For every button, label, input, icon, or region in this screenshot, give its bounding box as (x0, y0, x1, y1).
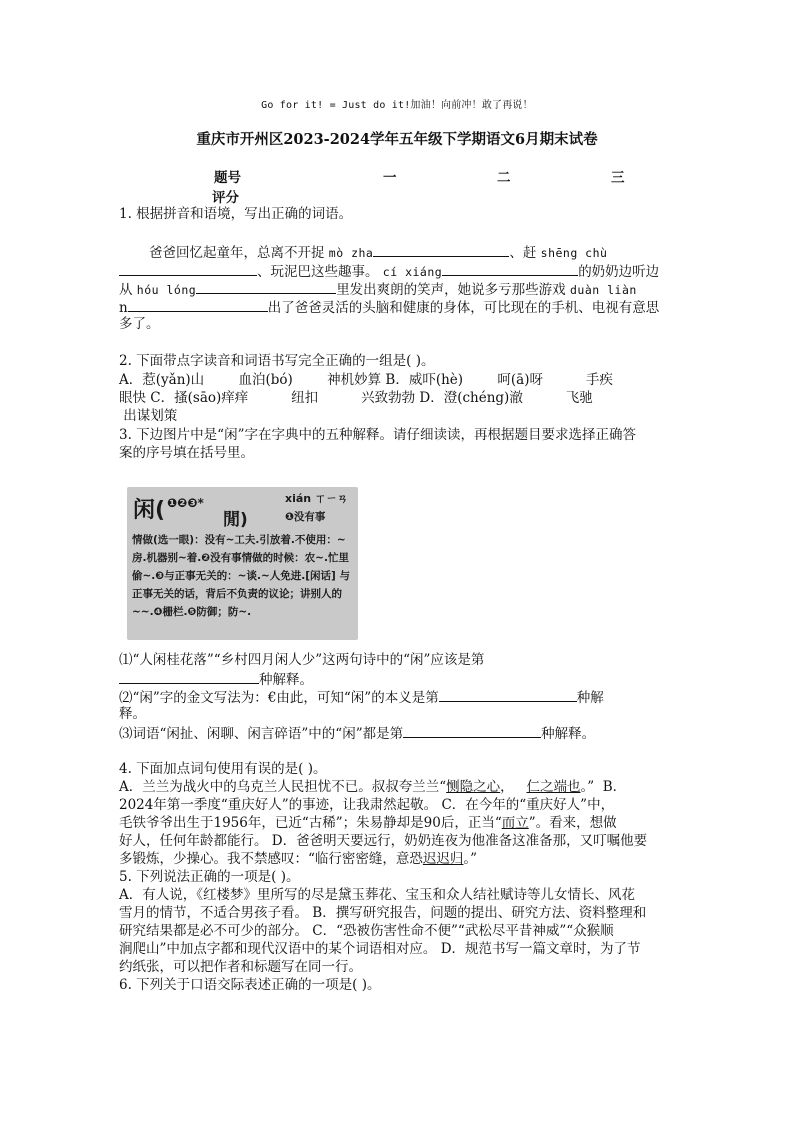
q1-stem: 1. 根据拼音和语境，写出正确的词语。 (119, 206, 353, 222)
q3-text: 种解 (576, 690, 604, 706)
q4-line-3 (119, 814, 617, 833)
q3-sub3 (119, 723, 595, 744)
answer-blank[interactable] (403, 723, 541, 738)
dictionary-image (127, 487, 358, 640)
q1-text: 出了爸爸灵活的头脑和健康的身体，可比现在的手机、电视有意思 (267, 300, 660, 316)
q4-line-1 (119, 778, 626, 797)
q5-line-1: A．有人说，《红楼梦》里所写的尽是黛玉葬花、宝玉和众人结社赋诗等儿女情长、风花 (119, 887, 635, 903)
q4-text: 。” (463, 851, 478, 867)
q1-pinyin: cí xiáng (382, 265, 443, 279)
q4-text: ， (500, 779, 527, 795)
q3-text: 种解释。 (259, 672, 313, 688)
q4-text: 毛铁爷爷出生于1956年，已近“古稀”；朱易静却是90后，正当“ (119, 815, 502, 831)
q1-text: 的奶奶边听边 (578, 264, 660, 280)
q5-line-5: 约纸张，可以把作者和标题写在同一行。 (119, 959, 362, 975)
page-title: 重庆市开州区2023-2024学年五年级下学期语文6月期末试卷 (196, 131, 598, 148)
q2-stem: 2. 下面带点字读音和词语书写完全正确的一组是( )。 (119, 353, 435, 369)
score-col-1: 一 (383, 170, 397, 186)
jinwen-glyph: € (267, 690, 277, 706)
score-row-label-score: 评分 (212, 190, 239, 206)
q1-text: n (119, 300, 128, 316)
q4-text: 多锻炼，少操心。我不禁感叹：“临行密密缝，意恐 (119, 851, 423, 867)
q4-stem: 4. 下面加点词句使用有误的是( )。 (119, 761, 327, 777)
dict-def-1-head: ❶没有事 (285, 511, 326, 523)
q1-text: 爸爸回忆起童年，总离不开捉 (149, 245, 325, 261)
q3-stem-line-2: 案的序号填在括号里。 (119, 445, 254, 461)
q4-line-2: 2024年第一季度“重庆好人”的事迹，让我肃然起敬。 C．在今年的“重庆好人”中， (119, 797, 615, 813)
q4-line-4: 好人，任何年龄都能行。 D．爸爸明天要远行，奶奶连夜为他准备这准备那，又叮嘱他要 (119, 833, 648, 849)
answer-blank[interactable] (196, 279, 336, 294)
dict-variant-char: 閒) (223, 510, 248, 530)
score-col-3: 三 (611, 170, 625, 186)
q5-stem: 5. 下列说法正确的一项是( )。 (119, 869, 300, 885)
dict-head-char: 闲( (133, 498, 166, 523)
score-col-2: 二 (497, 170, 511, 186)
q5-line-4: 涧爬山”中加点字都和现代汉语中的某个词语相对应。 D．规范书写一篇文章时，为了节 (119, 941, 641, 957)
q1-text: 、玩泥巴这些趣事。 (257, 264, 379, 280)
q4-underlined: 仁之端也 (526, 779, 581, 795)
q3-text: 种解释。 (541, 726, 596, 742)
answer-blank[interactable] (128, 297, 268, 312)
q1-pinyin: shēng chù (540, 246, 608, 260)
q3-text: ⑵“闲”字的金文写法为： (119, 690, 268, 706)
header-note: Go for it! = Just do it!加油！向前冲！敢了再说！ (261, 100, 533, 111)
q5-line-2: 雪月的情节，不适合男孩子看。 B．撰写研究报告，问题的提出、研究方法、资料整理和 (119, 905, 647, 921)
q6-stem: 6. 下列关于口语交际表述正确的一项是( )。 (119, 977, 381, 993)
score-row-label-question: 题号 (214, 170, 241, 186)
q1-text: 里发出爽朗的笑声，她说多亏那些游戏 (336, 282, 566, 298)
q3-text: 由此，可知“闲”的本义是第 (276, 690, 439, 706)
dict-sense-numbers: ❶❷❸* (167, 496, 204, 510)
q1-pinyin: duàn liàn (569, 283, 637, 297)
answer-blank[interactable] (119, 261, 257, 276)
answer-blank[interactable] (373, 242, 509, 257)
dict-body: 情做(选一眼)：没有~工夫.引放着.不使用：~房.机器别~着.❷没有事情做的时候：农~.忙里偷~.❸与正事无关的：~谈.~人免进.[闲话] 与正事无关的话，背后不负责的议论；讲别人的~~.❹栅栏.❺防御；防~. (132, 534, 351, 618)
q3-sub1-line-1: ⑴“人闲桂花落”“乡村四月闲人少”这两句诗中的“闲”应该是第 (119, 652, 485, 668)
q2-options-line-1: A．惹(yǎn)山 血泊(bó) 神机妙算 B．威吓(hè) 呵(ā)呀 手疾 (119, 372, 613, 388)
q5-line-3: 研究结果都是必不可少的部分。 C．“恐被伤害性命不便”“武松尽平昔神威”“众猴顺 (119, 923, 614, 939)
q2-options-line-3: 出谋划策 (119, 408, 178, 424)
q3-sub2-line-2: 释。 (119, 706, 146, 722)
q3-sub2-line-1 (119, 687, 604, 708)
q3-text: ⑶词语“闲扯、闲聊、闲言碎语”中的“闲”都是第 (119, 726, 404, 742)
q1-pinyin: mò zha (328, 246, 374, 260)
q1-line-5: 多了。 (119, 316, 160, 332)
q4-text: A．兰兰为战火中的乌克兰人民担忧不已。叔叔夸兰兰“ (119, 779, 447, 795)
q3-stem-line-1: 3. 下边图片中是“闲”字在字典中的五种解释。请仔细读读，再根据题目要求选择正确答 (119, 427, 636, 443)
q1-text: 、赶 (509, 245, 537, 261)
answer-blank[interactable] (119, 669, 259, 684)
q1-line-4 (119, 297, 659, 318)
q4-line-5 (119, 850, 477, 869)
q4-text: 。” B． (580, 779, 627, 795)
dict-pinyin: xián ㄒㄧㄢ (285, 492, 348, 505)
q4-text: ”。看来，想做 (528, 815, 617, 831)
q4-underlined: 而立 (501, 815, 529, 831)
q1-line-1 (149, 242, 607, 263)
score-table (212, 166, 652, 206)
q1-text: 从 (119, 282, 133, 298)
q2-options-line-2: 眼快 C．搔(sāo)痒痒 纽扣 兴致勃勃 D．澄(chéng)澈 飞驰 (119, 390, 593, 406)
answer-blank[interactable] (439, 687, 577, 702)
q4-underlined: 迟迟归 (422, 851, 464, 867)
answer-blank[interactable] (442, 261, 578, 276)
q4-underlined: 恻隐之心 (446, 779, 501, 795)
q1-pinyin: hóu lóng (136, 283, 197, 297)
